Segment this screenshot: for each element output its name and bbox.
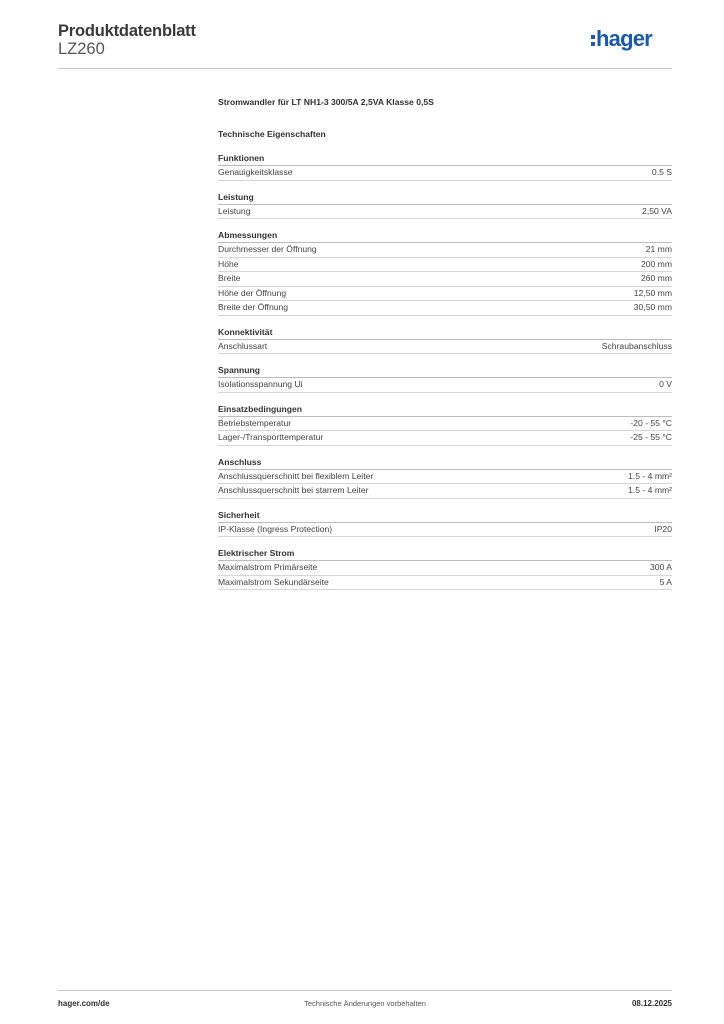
group-title: Abmessungen bbox=[218, 230, 672, 243]
group-spannung bbox=[218, 365, 672, 393]
spec-row bbox=[218, 258, 672, 273]
spec-row bbox=[218, 287, 672, 302]
spec-row bbox=[218, 576, 672, 591]
spec-value: 260 mm bbox=[640, 273, 672, 283]
section-heading-technical-properties: Technische Eigenschaften bbox=[218, 129, 326, 139]
spec-value: Schraubanschluss bbox=[601, 340, 672, 351]
group-einsatzbedingungen bbox=[218, 404, 672, 446]
product-datasheet-body bbox=[218, 97, 672, 590]
spec-label: IP-Klasse (Ingress Protection) bbox=[218, 523, 333, 534]
group-leistung bbox=[218, 192, 672, 220]
spec-row bbox=[218, 205, 672, 220]
group-title: Konnektivität bbox=[218, 327, 672, 340]
group-sicherheit bbox=[218, 510, 672, 538]
spec-row bbox=[218, 378, 672, 393]
spec-label: Leistung bbox=[218, 205, 251, 216]
spec-label: Anschlussquerschnitt bei starrem Leiter bbox=[218, 485, 369, 495]
footer-date: 08.12.2025 bbox=[631, 999, 672, 1008]
spec-label: Maximalstrom Primärseite bbox=[218, 562, 318, 572]
group-funktionen bbox=[218, 153, 672, 181]
group-abmessungen bbox=[218, 230, 672, 316]
document-title: Produktdatenblatt bbox=[58, 22, 196, 40]
spec-label: Höhe der Öffnung bbox=[218, 287, 287, 298]
spec-row bbox=[218, 417, 672, 432]
spec-value: 300 A bbox=[650, 562, 672, 572]
spec-row bbox=[218, 470, 672, 485]
footer-notice: Technische Änderungen vorbehalten bbox=[304, 999, 426, 1008]
spec-label: Betriebstemperatur bbox=[218, 417, 292, 428]
spec-label: Anschlussquerschnitt bei flexiblem Leiter bbox=[218, 470, 374, 481]
spec-row bbox=[218, 243, 672, 258]
spec-value: 5 A bbox=[659, 576, 672, 587]
spec-row bbox=[218, 561, 672, 576]
spec-label: Höhe bbox=[218, 258, 239, 269]
spec-value: 12,50 mm bbox=[633, 287, 672, 298]
hager-logo-mark bbox=[590, 24, 672, 54]
spec-value: 2,50 VA bbox=[642, 205, 672, 216]
spec-row bbox=[218, 523, 672, 538]
spec-label: Breite bbox=[218, 273, 241, 283]
spec-label: Breite der Öffnung bbox=[218, 302, 289, 312]
spec-label: Maximalstrom Sekundärseite bbox=[218, 576, 329, 587]
spec-value: IP20 bbox=[654, 523, 672, 534]
group-title: Anschluss bbox=[218, 457, 672, 470]
spec-row bbox=[218, 484, 672, 499]
spec-value: 21 mm bbox=[645, 244, 672, 254]
spec-label: Lager-/Transporttemperatur bbox=[218, 432, 324, 442]
group-title: Spannung bbox=[218, 365, 672, 378]
svg-text:hager: hager bbox=[596, 26, 652, 51]
hager-logo bbox=[590, 24, 672, 54]
spec-label: Isolationsspannung Ui bbox=[218, 379, 303, 389]
page-footer bbox=[58, 990, 672, 1013]
spec-label: Genauigkeitsklasse bbox=[218, 167, 293, 177]
spec-value: 200 mm bbox=[640, 258, 672, 269]
spec-value: 30,50 mm bbox=[633, 302, 672, 312]
page-header bbox=[58, 22, 672, 69]
group-anschluss bbox=[218, 457, 672, 499]
spec-row bbox=[218, 166, 672, 181]
product-description: Stromwandler für LT NH1-3 300/5A 2,5VA Klasse 0,5S bbox=[218, 97, 434, 107]
footer-website: hager.com/de bbox=[58, 999, 110, 1008]
group-title: Funktionen bbox=[218, 153, 672, 166]
spec-row bbox=[218, 301, 672, 316]
product-code: LZ260 bbox=[58, 40, 105, 58]
spec-value: -25 - 55 °C bbox=[630, 432, 672, 442]
group-konnektivitaet bbox=[218, 327, 672, 355]
group-title: Leistung bbox=[218, 192, 672, 205]
spec-row bbox=[218, 431, 672, 446]
spec-row bbox=[218, 272, 672, 287]
group-elektrischer-strom bbox=[218, 548, 672, 590]
group-title: Elektrischer Strom bbox=[218, 548, 672, 561]
spec-label: Anschlussart bbox=[218, 340, 268, 351]
group-title: Sicherheit bbox=[218, 510, 672, 523]
spec-row bbox=[218, 340, 672, 355]
spec-label: Durchmesser der Öffnung bbox=[218, 244, 317, 254]
spec-value: 0 V bbox=[659, 379, 672, 389]
group-title: Einsatzbedingungen bbox=[218, 404, 672, 417]
spec-value: 1.5 - 4 mm² bbox=[628, 470, 672, 481]
spec-value: 1.5 - 4 mm² bbox=[628, 485, 672, 495]
spec-value: -20 - 55 °C bbox=[630, 417, 672, 428]
spec-value: 0.5 S bbox=[651, 167, 672, 177]
